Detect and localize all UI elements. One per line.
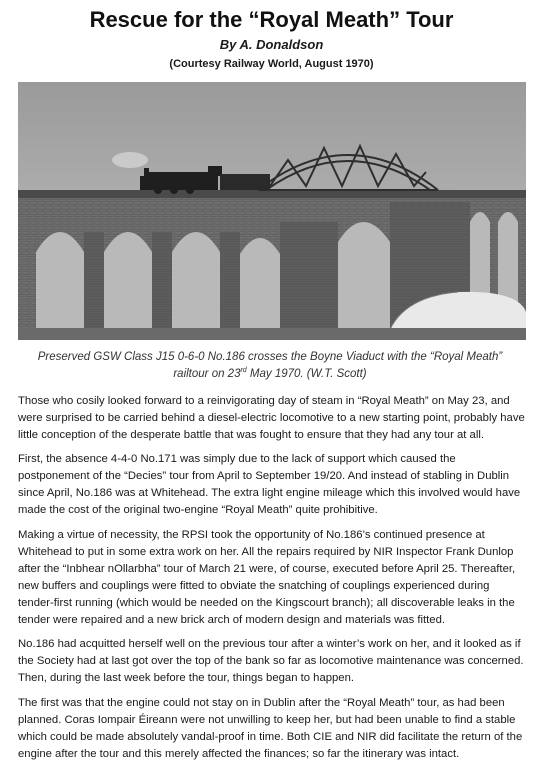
caption-line-2	[22, 366, 518, 383]
caption-line-1: Preserved GSW Class J15 0-6-0 No.186 crosses the Boyne Viaduct with the “Royal Meath”	[37, 351, 503, 363]
paragraph-2: First, the absence 4-4-0 No.171 was simply due to the lack of support which caused the postponement of the “Decies” tour from April to September 19/20. And instead of stabling in Dublin since April, No.186 was at Whitehead. The extra light engine mileage which this involved would have made the cost of the original two-engine “Royal Meath” quite prohibitive.	[18, 453, 521, 516]
photo-caption	[22, 349, 518, 383]
paragraph-1: Those who cosily looked forward to a reinvigorating day of steam in “Royal Meath” on May 23, and were surprised to be carried behind a diesel-electric locomotive to a new starting point, probably have little conception of the desperate battle that was fought to ensure that they had any tour at all.	[18, 395, 525, 441]
paragraph-4: No.186 had acquitted herself well on the previous tour after a winter’s work on her, and it looked as if the Society had at last got over the top of the bank so far as locomotive maintenance was concerned. Then, during the last week before the tour, things began to happen.	[18, 638, 524, 684]
article-title: Rescue for the “Royal Meath” Tour	[89, 7, 454, 32]
caption-superscript: rd	[240, 367, 247, 375]
article-byline: By A. Donaldson	[219, 37, 324, 52]
paragraph-3: Making a virtue of necessity, the RPSI took the opportunity of No.186’s continued presence at Whitehead to put in some extra work on her. All the repairs required by NIR Inspector Frank Dunlop after the “Inbhear nOllarbha” tour of March 21 were, of course, executed before April 25. Thereafter, new buffers and couplings were fitted to obviate the snatching of couplings experienced during tender-first running (which would be needed on the Kingscourt branch); all discoverable leaks in the tender were repaired and a new brick arch of modern design and materials was fitted.	[18, 529, 516, 626]
caption-line-2-end: May 1970. (W.T. Scott)	[246, 368, 367, 380]
paragraph-5: The first was that the engine could not stay on in Dublin after the “Royal Meath” tour, as had been planned. Coras Iompair Éireann were not unwilling to keep her, but had been unable to find a stable which could be made absolutely vandal-proof in time. Both CIE and NIR did facilitate the return of the engine after the tour and this merely affected the finances; so far the itinerary was intact.	[18, 697, 523, 760]
article-courtesy: (Courtesy Railway World, August 1970)	[169, 58, 374, 70]
viaduct-photo	[18, 82, 526, 340]
caption-line-2-start: railtour on 23	[173, 368, 241, 380]
